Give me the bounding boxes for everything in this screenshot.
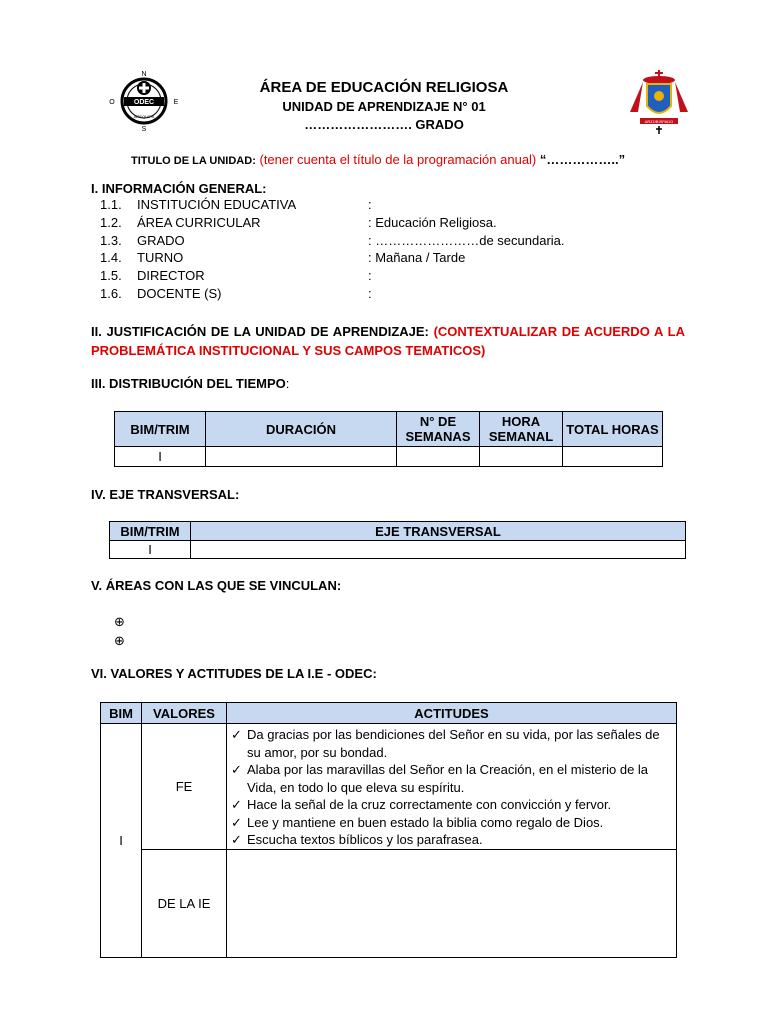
coat-of-arms-ribbon-text: ARZOBISPADO xyxy=(644,119,674,124)
info-row xyxy=(100,250,660,268)
unit-title-line xyxy=(131,152,625,167)
linked-areas-list xyxy=(114,612,125,650)
table-header-row xyxy=(110,522,686,541)
time-distribution-heading-text: III. DISTRIBUCIÓN DEL TIEMPO xyxy=(91,376,286,391)
section-general-info-heading: I. INFORMACIÓN GENERAL: xyxy=(91,181,267,196)
linked-area-bullet: ⊕ xyxy=(114,614,125,629)
info-row-value: : xyxy=(368,286,372,301)
col-bim-trim: BIM/TRIM xyxy=(115,412,206,447)
info-row-label: TURNO xyxy=(137,250,184,266)
attitude-item xyxy=(231,831,672,849)
attitude-text: Alaba por las maravillas del Señor en la Creación, en el misterio de la Vida, en todo lo que eleva su espíritu. xyxy=(247,762,649,795)
col-semanas: N° DE SEMANAS xyxy=(397,412,480,447)
info-row-value: : ……………………de secundaria. xyxy=(368,232,565,248)
col-bim: BIM xyxy=(101,703,142,724)
section-time-distribution-heading xyxy=(91,376,289,391)
compass-s: S xyxy=(141,126,147,132)
cell-attitudes-ie xyxy=(227,849,677,957)
col-actitudes: ACTITUDES xyxy=(227,703,677,724)
compass-n: N xyxy=(141,71,147,78)
section-transversal-axis-heading: IV. EJE TRANSVERSAL: xyxy=(91,487,240,502)
justification-note: (CONTEXTUALIZAR DE ACUERDO A LA PROBLEMÁTICA INSTITUCIONAL Y SUS CAMPOS TEMATICOS) xyxy=(91,324,685,358)
unit-title-label: TITULO DE LA UNIDAD: xyxy=(131,155,256,167)
info-row xyxy=(100,233,660,251)
table-row xyxy=(110,541,686,559)
cell-bim: I xyxy=(101,724,142,958)
unit-title-value: “……………..” xyxy=(539,152,626,167)
compass-o: O xyxy=(109,99,115,106)
checkmark-icon: ✓ xyxy=(231,814,242,830)
values-attitudes-table xyxy=(100,702,677,958)
document-title: ÁREA DE EDUCACIÓN RELIGIOSA xyxy=(259,79,509,96)
attitude-text: Escucha textos bíblicos y los parafrasea. xyxy=(247,832,483,847)
time-distribution-table xyxy=(114,411,663,467)
table-row xyxy=(101,724,677,850)
attitude-item xyxy=(231,814,672,832)
checkmark-icon: ✓ xyxy=(231,762,242,777)
attitude-item xyxy=(231,726,672,761)
info-row-value: : xyxy=(368,197,372,212)
table-header-row xyxy=(115,412,663,447)
grade-line: ……………………. GRADO xyxy=(304,117,464,132)
linked-area-bullet: ⊕ xyxy=(114,633,125,648)
section-values-heading: VI. VALORES Y ACTITUDES DE LA I.E - ODEC: xyxy=(91,666,377,681)
info-row-label: DIRECTOR xyxy=(137,268,205,284)
info-row-label: GRADO xyxy=(137,232,185,248)
info-row xyxy=(100,215,660,233)
table-row xyxy=(101,849,677,957)
col-hora-semanal: HORA SEMANAL xyxy=(480,412,563,447)
info-row-value: : Educación Religiosa. xyxy=(368,214,497,230)
info-row-number: 1.3. xyxy=(100,232,122,248)
checkmark-icon: ✓ xyxy=(231,832,242,847)
checkmark-icon: ✓ xyxy=(231,797,242,812)
info-row xyxy=(100,286,660,304)
cell-hora-semanal xyxy=(480,447,563,467)
info-row-label: INSTITUCIÓN EDUCATIVA xyxy=(137,197,297,212)
cell-semanas xyxy=(397,447,480,467)
odec-logo-text: ODEC xyxy=(133,99,155,106)
attitude-text: Hace la señal de la cruz correctamente con convicción y fervor. xyxy=(247,797,612,812)
info-row-number: 1.6. xyxy=(100,286,122,301)
info-row-number: 1.5. xyxy=(100,268,122,284)
cell-value-fe: FE xyxy=(142,724,227,850)
attitude-text: Lee y mantiene en buen estado la biblia como regalo de Dios. xyxy=(247,814,604,830)
info-row-number: 1.4. xyxy=(100,250,122,266)
info-row xyxy=(100,268,660,286)
transversal-axis-table xyxy=(109,521,686,559)
table-header-row xyxy=(101,703,677,724)
info-row-value: : Mañana / Tarde xyxy=(368,250,466,266)
info-row xyxy=(100,197,660,215)
info-row-number: 1.1. xyxy=(100,197,122,212)
attitude-item xyxy=(231,796,672,814)
cell-total-horas xyxy=(563,447,663,467)
attitude-item xyxy=(231,761,672,796)
compass-e: E xyxy=(173,99,179,106)
info-row-value: : xyxy=(368,268,372,284)
cell-eje xyxy=(191,541,686,559)
unit-title-note: (tener cuenta el título de la programación anual) xyxy=(259,152,537,167)
time-distribution-colon: : xyxy=(285,376,290,391)
cell-value-ie: DE LA IE xyxy=(142,849,227,957)
col-eje-transversal: EJE TRANSVERSAL xyxy=(191,522,686,541)
info-row-number: 1.2. xyxy=(100,214,122,230)
section-linked-areas-heading: V. ÁREAS CON LAS QUE SE VINCULAN: xyxy=(91,578,342,593)
odec-logo-ring-text: AREQUIPA xyxy=(133,114,155,119)
info-row-label: ÁREA CURRICULAR xyxy=(137,214,261,230)
checkmark-icon: ✓ xyxy=(231,727,242,742)
cell-duracion xyxy=(206,447,397,467)
section-justification xyxy=(91,322,685,360)
attitude-text: Da gracias por las bendiciones del Señor en su vida, por las señales de su amor, por su bondad. xyxy=(247,727,660,760)
cell-bim: I xyxy=(110,541,191,559)
unit-number: UNIDAD DE APRENDIZAJE N° 01 xyxy=(282,99,486,114)
cell-attitudes-fe xyxy=(227,724,677,850)
col-valores: VALORES xyxy=(142,703,227,724)
info-row-label: DOCENTE (S) xyxy=(137,286,222,301)
justification-heading: II. JUSTIFICACIÓN DE LA UNIDAD DE APRENDIZAJE: xyxy=(91,324,429,339)
col-total-horas: TOTAL HORAS xyxy=(563,412,663,447)
col-bim-trim: BIM/TRIM xyxy=(110,522,191,541)
cell-bim: I xyxy=(115,447,206,467)
table-row xyxy=(115,447,663,467)
col-duracion: DURACIÓN xyxy=(206,412,397,447)
